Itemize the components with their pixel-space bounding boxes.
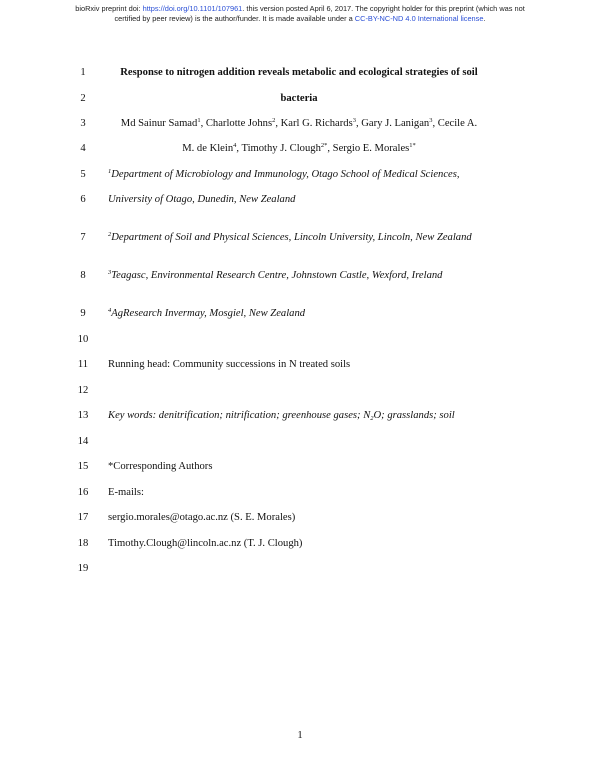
- line-5: [0, 166, 600, 184]
- banner-end: .: [483, 13, 486, 23]
- line-6: [0, 191, 600, 209]
- line-number: 13: [77, 410, 89, 421]
- affiliation-2: $^2$Department of Soil and Physical Sciences, Lincoln University, Lincoln, New Zealand: [108, 231, 472, 243]
- line-19: [0, 560, 600, 578]
- email-clough[interactable]: Timothy.Clough@lincoln.ac.nz (T. J. Clough): [108, 538, 303, 549]
- line-15: [0, 458, 600, 476]
- line-number: 14: [77, 436, 89, 447]
- line-number: 3: [80, 118, 86, 129]
- line-number: 15: [77, 461, 89, 472]
- line-number: 9: [80, 308, 86, 319]
- authors-line-1: Md Sainur Samad$^1$, Charlotte Johns$^2$, Karl G. Richards$^3$, Gary J. Lanigan$^3$, Cecile A.: [120, 117, 478, 129]
- affiliation-1-line-2: University of Otago, Dunedin, New Zealand: [108, 194, 296, 205]
- authors-line-2: M. de Klein$^4$, Timothy J. Clough$^{2*}$, Sergio E. Morales$^{1*}$: [182, 142, 416, 154]
- line-number: 16: [77, 487, 89, 498]
- line-14: [0, 433, 600, 451]
- email-morales[interactable]: sergio.morales@otago.ac.nz (S. E. Morales): [108, 512, 296, 523]
- line-number: 5: [80, 169, 86, 180]
- line-number: 11: [77, 359, 89, 370]
- line-16: [0, 484, 600, 502]
- affiliation-3: $^3$Teagasc, Environmental Research Centre, Johnstown Castle, Wexford, Ireland: [108, 269, 443, 281]
- corresponding-authors-label: *Corresponding Authors: [108, 461, 213, 472]
- line-2: [0, 90, 600, 108]
- line-number: 6: [80, 194, 86, 205]
- line-12: [0, 382, 600, 400]
- line-4: [0, 140, 600, 158]
- affiliation-1-line-1: $^1$Department of Microbiology and Immunology, Otago School of Medical Sciences,: [108, 168, 460, 180]
- license-link[interactable]: CC-BY-NC-ND 4.0 International license: [354, 13, 484, 23]
- emails-label: E-mails:: [108, 487, 144, 498]
- line-number: 10: [77, 334, 89, 345]
- page-number: 1: [297, 730, 303, 741]
- running-head: Running head: Community successions in N treated soils: [108, 359, 351, 370]
- line-11: [0, 356, 600, 374]
- line-9: [0, 305, 600, 323]
- line-18: [0, 535, 600, 553]
- doi-link[interactable]: https://doi.org/10.1101/107961: [142, 4, 243, 13]
- line-number: 12: [77, 385, 89, 396]
- key-words: Key words: denitrification; nitrification; greenhouse gases; $N_2O$; grasslands; soil: [108, 410, 455, 422]
- line-number: 17: [77, 512, 89, 523]
- title-line-2: bacteria: [280, 93, 318, 104]
- preprint-banner: [60, 4, 540, 23]
- line-13: [0, 407, 600, 425]
- line-number: 4: [80, 143, 86, 154]
- banner-line2: certified by peer review) is the author/funder. It is made available under a: [114, 13, 355, 23]
- affiliation-4: $^4$AgResearch Invermay, Mosgiel, New Zealand: [108, 307, 306, 319]
- line-number: 19: [77, 563, 89, 574]
- line-7: [0, 229, 600, 247]
- line-number: 1: [80, 67, 86, 78]
- line-number: 8: [80, 270, 86, 281]
- line-number: 2: [80, 93, 86, 104]
- banner-middle: . this version posted April 6, 2017. The copyright holder for this preprint (which was not: [242, 4, 525, 13]
- line-3: [0, 115, 600, 133]
- line-10: [0, 331, 600, 349]
- line-number: 7: [80, 232, 86, 243]
- banner-prefix: bioRxiv preprint doi:: [75, 4, 143, 13]
- title-line-1: Response to nitrogen addition reveals metabolic and ecological strategies of soil: [120, 67, 478, 78]
- line-8: [0, 267, 600, 285]
- line-17: [0, 509, 600, 527]
- line-number: 18: [77, 538, 89, 549]
- line-1: [0, 64, 600, 82]
